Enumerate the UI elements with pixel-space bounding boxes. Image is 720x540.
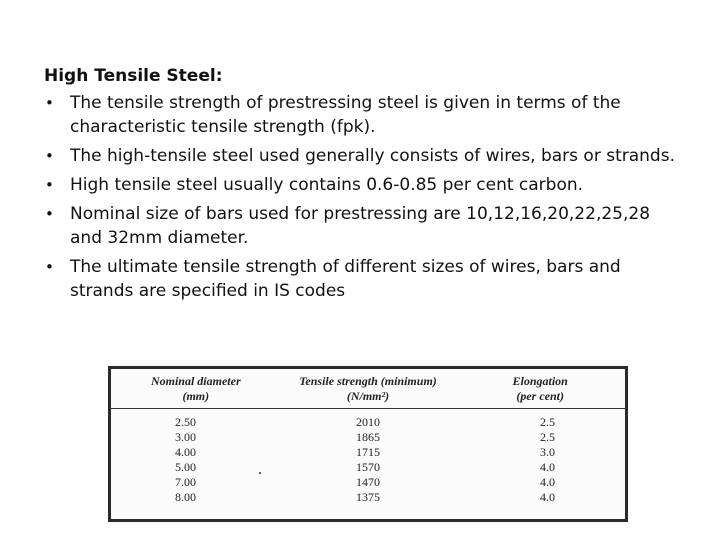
- bullet-icon: •: [45, 205, 54, 223]
- cell-diameter: 4.00: [175, 445, 196, 459]
- cell-elongation: 2.5: [540, 415, 555, 429]
- bullet-item: [44, 171, 684, 200]
- cell-diameter: 7.00: [175, 475, 196, 489]
- cell-tensile-strength: 1715: [355, 445, 380, 459]
- cell-tensile-strength: 1570: [355, 460, 380, 474]
- cell-elongation: 4.0: [540, 460, 555, 474]
- header-title: Tensile strength (minimum): [299, 374, 437, 388]
- cell-elongation: 4.0: [540, 475, 555, 489]
- bullet-text: The high-tensile steel used generally consists of wires, bars or strands.: [70, 146, 675, 166]
- slide-body: [44, 64, 684, 306]
- bullet-icon: •: [45, 176, 54, 194]
- steel-properties-table-image: [108, 366, 628, 522]
- table-row: [111, 475, 625, 490]
- header-title: Nominal diameter: [150, 374, 241, 388]
- cell-elongation: 4.0: [540, 490, 555, 504]
- header-title: Elongation: [512, 374, 568, 388]
- cell-diameter: 8.00: [175, 490, 196, 504]
- section-heading: High Tensile Steel:: [44, 66, 223, 86]
- table-row: [111, 409, 625, 431]
- bullet-text: The tensile strength of prestressing steel is given in terms of the characteristic tensile strength (fpk).: [70, 93, 621, 137]
- bullet-text: Nominal size of bars used for prestressing are 10,12,16,20,22,25,28 and 32mm diameter.: [70, 204, 651, 248]
- bullet-item: [44, 89, 684, 142]
- cell-tensile-strength: 1865: [355, 430, 380, 444]
- bullet-icon: •: [45, 147, 54, 165]
- cell-diameter: 2.50: [175, 415, 196, 429]
- header-unit: (mm): [182, 389, 210, 403]
- bullet-item: [44, 200, 684, 253]
- cell-tensile-strength: 1375: [355, 490, 380, 504]
- table-row: [111, 490, 625, 505]
- bullet-icon: •: [45, 94, 54, 112]
- cell-tensile-strength: 1470: [355, 475, 380, 489]
- bullet-icon: •: [45, 258, 54, 276]
- header-elongation: [455, 369, 625, 409]
- cell-diameter: 3.00: [175, 430, 196, 444]
- table-row: [111, 445, 625, 460]
- table-row: [111, 430, 625, 445]
- header-tensile-strength: [281, 369, 456, 409]
- cell-elongation: 2.5: [540, 430, 555, 444]
- bullet-item: [44, 142, 684, 171]
- bullet-list: [44, 89, 684, 306]
- table-row: [111, 460, 625, 475]
- cell-diameter: 5.00: [175, 460, 196, 474]
- bullet-text: The ultimate tensile strength of different sizes of wires, bars and strands are specified in IS codes: [70, 257, 621, 301]
- cell-tensile-strength: 2010: [355, 415, 380, 429]
- table-header-row: [111, 369, 625, 409]
- steel-properties-table: [111, 369, 625, 505]
- cell-elongation: 3.0: [540, 445, 555, 459]
- scan-speck: [259, 472, 261, 474]
- header-unit: (per cent): [516, 389, 564, 403]
- bullet-text: High tensile steel usually contains 0.6-0.85 per cent carbon.: [70, 175, 584, 195]
- bullet-item: [44, 253, 684, 306]
- header-unit: (N/mm²): [346, 389, 390, 403]
- header-nominal-diameter: [111, 369, 281, 409]
